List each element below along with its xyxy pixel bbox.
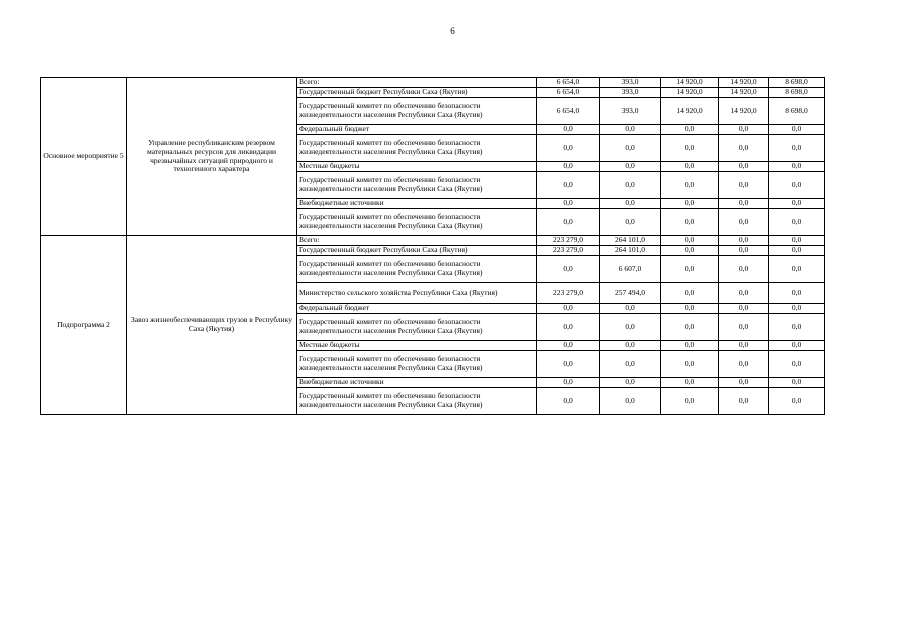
amount-cell: 0,0 xyxy=(537,199,600,209)
amount-cell: 0,0 xyxy=(600,378,661,388)
amount-cell: 0,0 xyxy=(719,236,769,246)
amount-cell: 0,0 xyxy=(719,172,769,199)
amount-cell: 0,0 xyxy=(719,135,769,162)
funding-source: Государственный комитет по обеспечению безопасности жизнедеятельности населения Республики Саха (Якутия) xyxy=(297,351,537,378)
amount-cell: 0,0 xyxy=(600,125,661,135)
funding-source: Государственный комитет по обеспечению безопасности жизнедеятельности населения Республики Саха (Якутия) xyxy=(297,135,537,162)
amount-cell: 0,0 xyxy=(661,256,719,283)
funding-source: Государственный комитет по обеспечению безопасности жизнедеятельности населения Республики Саха (Якутия) xyxy=(297,388,537,415)
amount-cell: 0,0 xyxy=(719,304,769,314)
amount-cell: 0,0 xyxy=(537,256,600,283)
funding-source: Внебюджетные источники xyxy=(297,199,537,209)
funding-source: Государственный комитет по обеспечению безопасности жизнедеятельности населения Республики Саха (Якутия) xyxy=(297,209,537,236)
amount-cell: 0,0 xyxy=(537,162,600,172)
amount-cell: 0,0 xyxy=(537,388,600,415)
amount-cell: 0,0 xyxy=(769,209,825,236)
amount-cell: 0,0 xyxy=(537,378,600,388)
amount-cell: 8 698,0 xyxy=(769,98,825,125)
amount-cell: 0,0 xyxy=(719,341,769,351)
amount-cell: 0,0 xyxy=(537,314,600,341)
amount-cell: 0,0 xyxy=(769,341,825,351)
funding-source: Местные бюджеты xyxy=(297,162,537,172)
amount-cell: 6 654,0 xyxy=(537,88,600,98)
amount-cell: 14 920,0 xyxy=(661,98,719,125)
amount-cell: 0,0 xyxy=(719,256,769,283)
funding-source: Государственный бюджет Республики Саха (Якутия) xyxy=(297,246,537,256)
amount-cell: 0,0 xyxy=(661,125,719,135)
amount-cell: 14 920,0 xyxy=(661,78,719,88)
funding-source: Федеральный бюджет xyxy=(297,125,537,135)
amount-cell: 0,0 xyxy=(661,378,719,388)
amount-cell: 0,0 xyxy=(719,388,769,415)
section-name: Управление республиканским резервом материальных ресурсов для ликвидации чрезвычайных ситуаций природного и техногенного характера xyxy=(127,78,297,236)
amount-cell: 14 920,0 xyxy=(719,78,769,88)
section-name: Завоз жизнеобеспечивающих грузов в Республику Саха (Якутия) xyxy=(127,236,297,415)
funding-source: Внебюджетные источники xyxy=(297,378,537,388)
amount-cell: 14 920,0 xyxy=(719,98,769,125)
amount-cell: 0,0 xyxy=(719,378,769,388)
amount-cell: 0,0 xyxy=(719,199,769,209)
amount-cell: 0,0 xyxy=(769,236,825,246)
amount-cell: 0,0 xyxy=(719,246,769,256)
amount-cell: 0,0 xyxy=(600,172,661,199)
amount-cell: 0,0 xyxy=(719,162,769,172)
amount-cell: 0,0 xyxy=(537,351,600,378)
amount-cell: 0,0 xyxy=(661,304,719,314)
amount-cell: 0,0 xyxy=(769,256,825,283)
amount-cell: 0,0 xyxy=(600,351,661,378)
amount-cell: 393,0 xyxy=(600,88,661,98)
amount-cell: 0,0 xyxy=(661,199,719,209)
amount-cell: 0,0 xyxy=(537,135,600,162)
amount-cell: 0,0 xyxy=(661,135,719,162)
amount-cell: 393,0 xyxy=(600,78,661,88)
amount-cell: 0,0 xyxy=(719,209,769,236)
amount-cell: 14 920,0 xyxy=(661,88,719,98)
section-level: Подпрограмма 2 xyxy=(41,236,127,415)
amount-cell: 0,0 xyxy=(661,351,719,378)
amount-cell: 0,0 xyxy=(769,172,825,199)
amount-cell: 8 698,0 xyxy=(769,88,825,98)
amount-cell: 0,0 xyxy=(719,125,769,135)
amount-cell: 0,0 xyxy=(661,246,719,256)
amount-cell: 0,0 xyxy=(661,209,719,236)
amount-cell: 264 101,0 xyxy=(600,236,661,246)
amount-cell: 0,0 xyxy=(719,351,769,378)
funding-source: Министерство сельского хозяйства Республики Саха (Якутия) xyxy=(297,283,537,304)
funding-source: Местные бюджеты xyxy=(297,341,537,351)
amount-cell: 0,0 xyxy=(600,162,661,172)
amount-cell: 0,0 xyxy=(769,351,825,378)
funding-source: Государственный комитет по обеспечению безопасности жизнедеятельности населения Республики Саха (Якутия) xyxy=(297,256,537,283)
amount-cell: 8 698,0 xyxy=(769,78,825,88)
amount-cell: 0,0 xyxy=(769,378,825,388)
amount-cell: 6 607,0 xyxy=(600,256,661,283)
page-number: 6 xyxy=(450,26,455,36)
amount-cell: 0,0 xyxy=(600,135,661,162)
amount-cell: 0,0 xyxy=(600,314,661,341)
amount-cell: 257 494,0 xyxy=(600,283,661,304)
budget-table xyxy=(40,77,825,415)
amount-cell: 0,0 xyxy=(600,388,661,415)
amount-cell: 0,0 xyxy=(769,388,825,415)
amount-cell: 0,0 xyxy=(769,135,825,162)
amount-cell: 0,0 xyxy=(537,125,600,135)
amount-cell: 0,0 xyxy=(600,304,661,314)
funding-source: Всего: xyxy=(297,78,537,88)
amount-cell: 6 654,0 xyxy=(537,98,600,125)
amount-cell: 0,0 xyxy=(661,236,719,246)
amount-cell: 6 654,0 xyxy=(537,78,600,88)
amount-cell: 393,0 xyxy=(600,98,661,125)
amount-cell: 0,0 xyxy=(719,314,769,341)
amount-cell: 0,0 xyxy=(661,283,719,304)
funding-source: Государственный бюджет Республики Саха (Якутия) xyxy=(297,88,537,98)
amount-cell: 0,0 xyxy=(769,304,825,314)
amount-cell: 14 920,0 xyxy=(719,88,769,98)
funding-source: Государственный комитет по обеспечению безопасности жизнедеятельности населения Республики Саха (Якутия) xyxy=(297,314,537,341)
amount-cell: 0,0 xyxy=(661,341,719,351)
amount-cell: 264 101,0 xyxy=(600,246,661,256)
amount-cell: 223 279,0 xyxy=(537,236,600,246)
amount-cell: 0,0 xyxy=(661,388,719,415)
amount-cell: 0,0 xyxy=(719,283,769,304)
amount-cell: 0,0 xyxy=(769,162,825,172)
funding-source: Государственный комитет по обеспечению безопасности жизнедеятельности населения Республики Саха (Якутия) xyxy=(297,98,537,125)
amount-cell: 223 279,0 xyxy=(537,246,600,256)
table-row xyxy=(41,78,825,88)
amount-cell: 0,0 xyxy=(661,314,719,341)
amount-cell: 0,0 xyxy=(600,209,661,236)
amount-cell: 0,0 xyxy=(769,199,825,209)
amount-cell: 0,0 xyxy=(769,246,825,256)
funding-source: Федеральный бюджет xyxy=(297,304,537,314)
amount-cell: 0,0 xyxy=(537,172,600,199)
budget-table-body xyxy=(41,78,825,415)
amount-cell: 0,0 xyxy=(769,283,825,304)
amount-cell: 0,0 xyxy=(537,304,600,314)
funding-source: Государственный комитет по обеспечению безопасности жизнедеятельности населения Республики Саха (Якутия) xyxy=(297,172,537,199)
amount-cell: 0,0 xyxy=(600,341,661,351)
amount-cell: 0,0 xyxy=(661,172,719,199)
amount-cell: 0,0 xyxy=(769,314,825,341)
table-row xyxy=(41,236,825,246)
amount-cell: 0,0 xyxy=(769,125,825,135)
amount-cell: 0,0 xyxy=(537,209,600,236)
section-level: Основное мероприятие 5 xyxy=(41,78,127,236)
amount-cell: 0,0 xyxy=(600,199,661,209)
amount-cell: 0,0 xyxy=(661,162,719,172)
funding-source: Всего: xyxy=(297,236,537,246)
amount-cell: 223 279,0 xyxy=(537,283,600,304)
amount-cell: 0,0 xyxy=(537,341,600,351)
